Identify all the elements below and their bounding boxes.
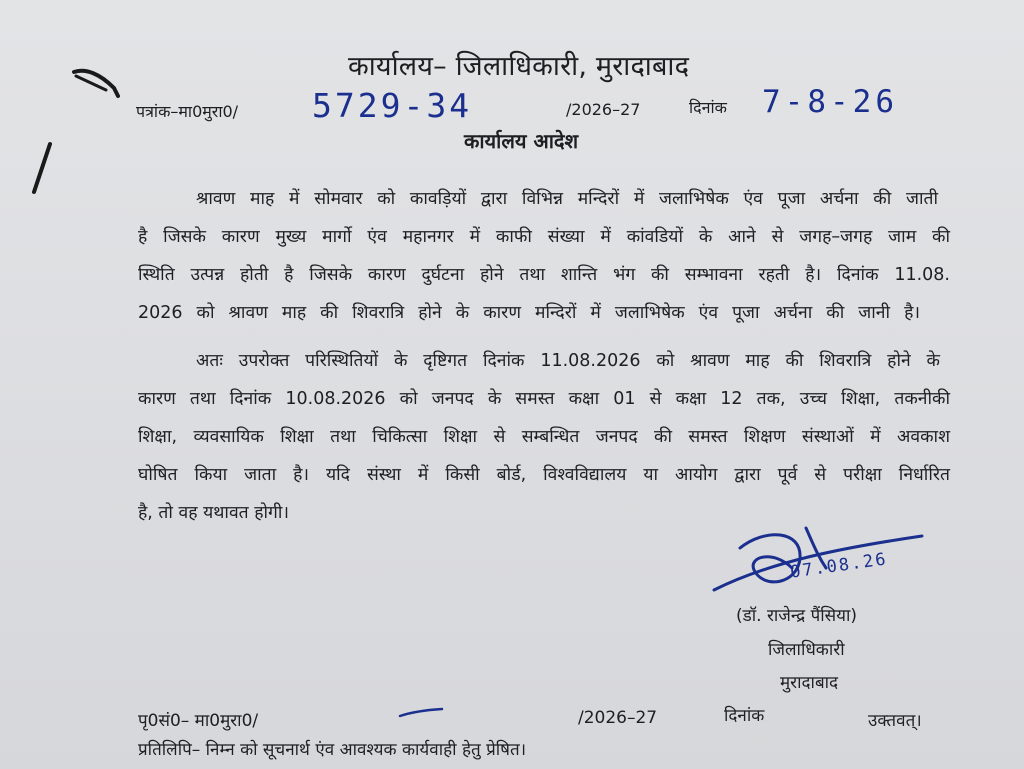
signatory-place: मुरादाबाद [780, 673, 839, 693]
date-handwritten: 7-8-26 [762, 84, 898, 120]
para2-line: अतः उपरोक्त परिस्थितियों के दृष्टिगत दिनांक 11.08.2026 को श्रावण माह की शिवरात्रि होने के [196, 351, 940, 371]
footer-pen-stroke [398, 706, 448, 720]
para1-line: 2026 को श्रावण माह की शिवरात्रि होने के कारण मन्दिरों में जलाभिषेक एंव पूजा अर्चना की जानी है। [138, 303, 920, 323]
office-title: कार्यालय– जिलाधिकारी, मुरादाबाद [348, 51, 690, 82]
letter-number-label: पत्रांक–मा0मुरा0/ [136, 102, 239, 121]
copy-forward-line: प्रतिलिपि– निम्न को सूचनार्थ एंव आवश्यक कार्यवाही हेतु प्रेषित। [138, 740, 527, 760]
footer-reference-label: पृ0सं0– मा0मुरा0/ [138, 711, 259, 731]
para2-line: है, तो वह यथावत होगी। [138, 503, 290, 523]
letter-year: /2026–27 [566, 100, 641, 119]
para1-line: स्थिति उत्पन्न होती है जिसके कारण दुर्घटना होने तथा शान्ति भंग की सम्भावना रहती है। दिनांक 11.08. [138, 265, 950, 285]
para2-line: घोषित किया जाता है। यदि संस्था में किसी बोर्ड, विश्वविद्यालय या आयोग द्वारा पूर्व से परीक्षा निर्धारित [138, 465, 950, 485]
para2-line: शिक्षा, व्यवसायिक शिक्षा तथा चिकित्सा शिक्षा से सम्बन्धित जनपद की समस्त शिक्षण संस्थाओं में अवकाश [138, 427, 950, 447]
footer-uktvat: उक्तवत्। [868, 711, 922, 731]
para1-line: है जिसके कारण मुख्य मार्गो एंव महानगर में काफी संख्या में कांवडियों के आने से जगह–जगह जाम की [138, 227, 950, 247]
para2-line: कारण तथा दिनांक 10.08.2026 को जनपद के समस्त कक्षा 01 से कक्षा 12 तक, उच्च शिक्षा, तकनीकी [138, 389, 950, 409]
para1-line: श्रावण माह में सोमवार को कावड़ियों द्वारा विभिन्न मन्दिरों में जलाभिषेक एंव पूजा अर्चना की जाती [196, 189, 938, 209]
signature-date-handwritten: 07.08.26 [789, 549, 889, 583]
margin-pen-mark-top [66, 62, 136, 112]
footer-date-label: दिनांक [724, 706, 765, 726]
margin-pen-mark-side [28, 140, 58, 200]
order-title: कार्यालय आदेश [464, 129, 579, 153]
signatory-designation: जिलाधिकारी [768, 640, 845, 660]
signatory-name: (डॉ. राजेन्द्र पैंसिया) [736, 606, 858, 626]
letter-number-handwritten: 5729-34 [312, 86, 473, 125]
date-label: दिनांक [689, 98, 727, 117]
footer-year: /2026–27 [578, 708, 658, 728]
